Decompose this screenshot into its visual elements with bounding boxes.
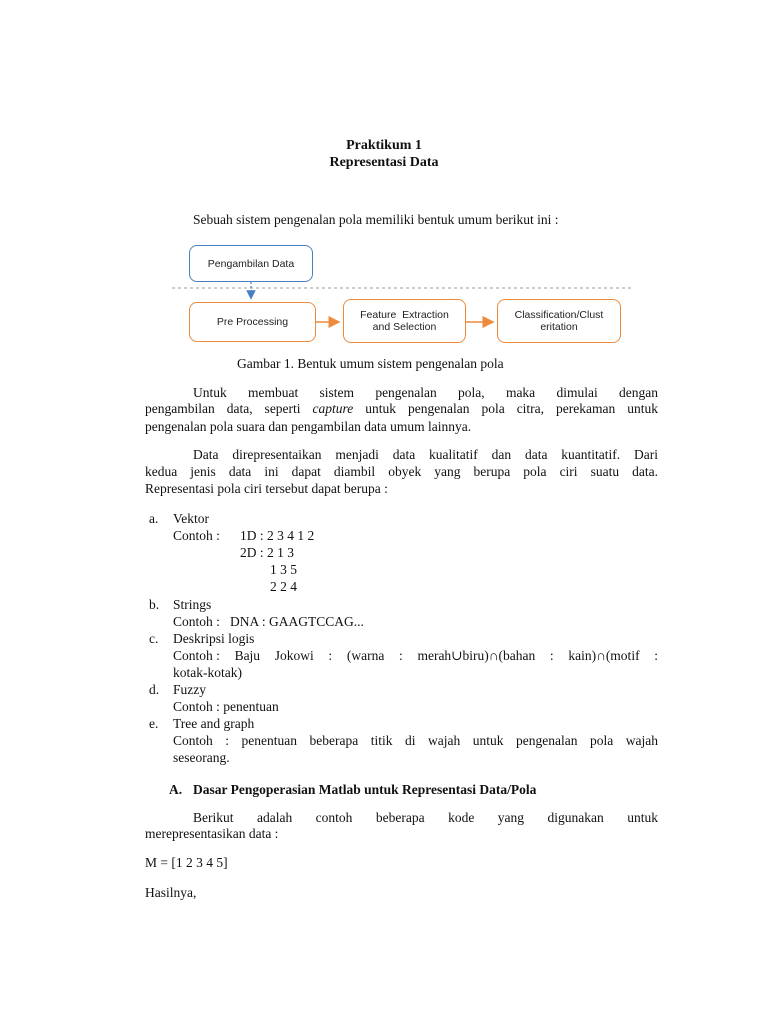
word: kode bbox=[448, 810, 475, 825]
document-title: Praktikum 1 bbox=[346, 138, 422, 153]
list-example: Contoh : penentuan bbox=[173, 699, 279, 714]
paragraph1-line1 bbox=[193, 384, 658, 402]
box-feature-label-line1: Feature Extraction bbox=[360, 309, 449, 321]
code-example: M = [1 2 3 4 5] bbox=[145, 855, 228, 870]
box-pengambilan-data bbox=[189, 245, 313, 282]
list-marker: d. bbox=[149, 682, 160, 697]
list-marker: a. bbox=[149, 511, 159, 526]
box-classification-label-line1: Classification/Clust bbox=[514, 309, 604, 321]
word: membuat bbox=[248, 385, 299, 400]
paragraph3-line2: merepresentasikan data : bbox=[145, 826, 279, 841]
list-marker: c. bbox=[149, 631, 159, 646]
list-example-line2: seseorang. bbox=[173, 750, 230, 765]
list-example-line2: kotak-kotak) bbox=[173, 665, 242, 680]
word: kain)∩(motif bbox=[568, 648, 640, 663]
box-classification-label-line2: eritation bbox=[540, 321, 578, 333]
paragraph2-line1: Data direpresentaikan menjadi data kualitatif dan data kuantitatif. Dari bbox=[193, 447, 658, 462]
word: untuk bbox=[472, 733, 504, 748]
section-title: Dasar Pengoperasian Matlab untuk Representasi Data/Pola bbox=[193, 782, 537, 797]
word: di bbox=[405, 733, 416, 748]
word: yang bbox=[497, 810, 525, 825]
word: pola bbox=[589, 733, 614, 748]
box-pre-processing-label: Pre Processing bbox=[216, 316, 289, 328]
word: Contoh : bbox=[173, 648, 220, 663]
section-marker: A. bbox=[169, 782, 183, 797]
word: pola, bbox=[458, 385, 485, 400]
list-example: Contoh : DNA : GAAGTCCAG... bbox=[173, 614, 364, 629]
list-label: Deskripsi logis bbox=[173, 631, 255, 646]
figure-caption: Gambar 1. Bentuk umum sistem pengenalan pola bbox=[237, 356, 504, 371]
word: penentuan bbox=[241, 733, 298, 748]
vector-2d-row3: 2 2 4 bbox=[270, 579, 297, 594]
word: : bbox=[549, 648, 554, 663]
word: sistem bbox=[319, 385, 355, 400]
text-segment: pengambilan data, seperti bbox=[145, 401, 313, 416]
paragraph3-line1 bbox=[193, 809, 658, 827]
list-label: Fuzzy bbox=[173, 682, 206, 697]
word: pengenalan bbox=[375, 385, 437, 400]
list-example-line1 bbox=[173, 647, 658, 665]
contoh-label: Contoh : bbox=[173, 528, 220, 543]
paragraph1-line3: pengenalan pola suara dan pengambilan data umum lainnya. bbox=[145, 419, 472, 434]
vector-2d-row1: 2D : 2 1 3 bbox=[240, 545, 294, 560]
word: Baju bbox=[234, 648, 261, 663]
document-subtitle: Representasi Data bbox=[329, 155, 439, 170]
word: untuk bbox=[627, 810, 658, 825]
paragraph1-line2 bbox=[145, 401, 658, 417]
list-example-line1 bbox=[173, 732, 658, 750]
list-marker: e. bbox=[149, 716, 159, 731]
paragraph2-line2: kedua jenis data ini dapat diambil obyek yang berupa pola ciri suatu data. bbox=[145, 464, 658, 479]
word: contoh bbox=[315, 810, 353, 825]
word: digunakan bbox=[547, 810, 604, 825]
word: wajah bbox=[428, 733, 461, 748]
word: adalah bbox=[256, 810, 293, 825]
word: : bbox=[225, 733, 230, 748]
word: Berikut bbox=[193, 810, 234, 825]
paragraph2-line3: Representasi pola ciri tersebut dapat berupa : bbox=[145, 481, 388, 496]
word: Untuk bbox=[193, 385, 227, 400]
list-label: Strings bbox=[173, 597, 212, 612]
word: wajah bbox=[625, 733, 658, 748]
intro-sentence: Sebuah sistem pengenalan pola memiliki bentuk umum berikut ini : bbox=[193, 212, 559, 227]
word: merah∪biru)∩(bahan bbox=[417, 648, 536, 663]
word: beberapa bbox=[309, 733, 359, 748]
vector-1d: 1D : 2 3 4 1 2 bbox=[240, 528, 315, 543]
box-pengambilan-data-label: Pengambilan Data bbox=[207, 257, 295, 270]
list-marker: b. bbox=[149, 597, 160, 612]
box-pre-processing bbox=[189, 302, 316, 342]
word: titik bbox=[370, 733, 393, 748]
list-label: Vektor bbox=[173, 511, 209, 526]
word: beberapa bbox=[375, 810, 425, 825]
word: (warna bbox=[346, 648, 385, 663]
word: pengenalan bbox=[516, 733, 578, 748]
word: maka bbox=[505, 385, 536, 400]
text-segment: untuk pengenalan pola citra, perekaman untuk bbox=[353, 401, 658, 416]
word: Contoh bbox=[173, 733, 213, 748]
italic-term: capture bbox=[312, 401, 354, 416]
word: dimulai bbox=[556, 385, 598, 400]
word: dengan bbox=[618, 385, 658, 400]
box-feature-extraction bbox=[343, 299, 466, 343]
word: : bbox=[328, 648, 333, 663]
word: Jokowi bbox=[274, 648, 314, 663]
vector-2d-row2: 1 3 5 bbox=[270, 562, 297, 577]
list-label: Tree and graph bbox=[173, 716, 255, 731]
word: : bbox=[654, 648, 658, 663]
box-feature-label-line2: and Selection bbox=[372, 321, 437, 333]
result-label: Hasilnya, bbox=[145, 885, 197, 900]
word: : bbox=[399, 648, 403, 663]
box-classification bbox=[497, 299, 621, 343]
